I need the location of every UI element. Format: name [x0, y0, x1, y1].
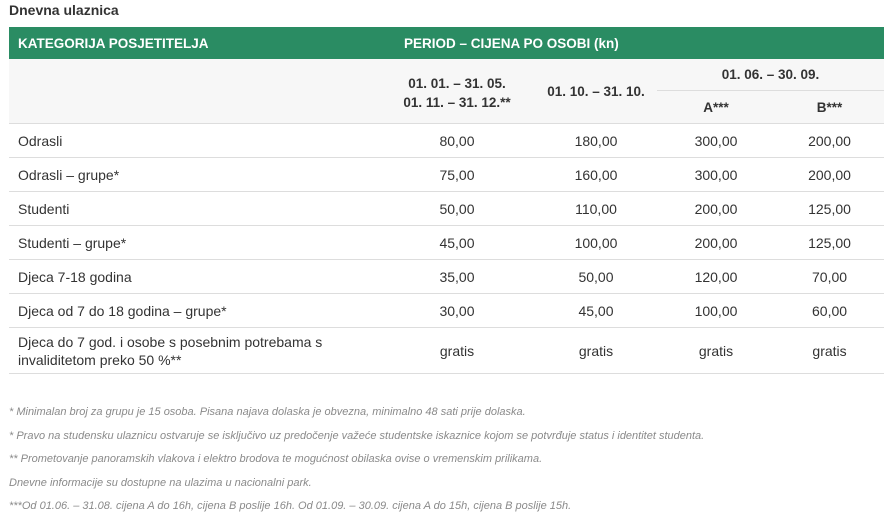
- row-price-1: 50,00: [379, 192, 535, 226]
- row-price-a: 200,00: [657, 192, 775, 226]
- row-price-b: 125,00: [775, 226, 884, 260]
- table-subheader-row: [9, 59, 884, 91]
- row-price-1: 80,00: [379, 124, 535, 158]
- price-table: [9, 27, 884, 374]
- row-price-2: 100,00: [535, 226, 657, 260]
- row-category: Djeca do 7 god. i osobe s posebnim potrebama s invaliditetom preko 50 %**: [9, 328, 379, 374]
- header-price-b: B***: [775, 91, 884, 124]
- row-price-2: 160,00: [535, 158, 657, 192]
- row-price-1: 30,00: [379, 294, 535, 328]
- header-period-2: 01. 10. – 31. 10.: [535, 59, 657, 124]
- row-price-2: 180,00: [535, 124, 657, 158]
- row-category: Studenti: [9, 192, 379, 226]
- row-price-a: 100,00: [657, 294, 775, 328]
- header-period-1: [379, 59, 535, 124]
- row-price-b: 125,00: [775, 192, 884, 226]
- row-price-1: gratis: [379, 328, 535, 374]
- row-category: Studenti – grupe*: [9, 226, 379, 260]
- page-title: Dnevna ulaznica: [9, 2, 119, 18]
- table-row: [9, 294, 884, 328]
- row-category: Djeca 7-18 godina: [9, 260, 379, 294]
- header-period-1-line2: 01. 11. – 31. 12.**: [403, 95, 511, 110]
- header-period-summer: 01. 06. – 30. 09.: [657, 59, 884, 91]
- row-price-2: 45,00: [535, 294, 657, 328]
- header-category: KATEGORIJA POSJETITELJA: [9, 27, 379, 59]
- row-price-2: gratis: [535, 328, 657, 374]
- row-price-b: 60,00: [775, 294, 884, 328]
- table-header-row: [9, 27, 884, 59]
- row-price-a: 300,00: [657, 124, 775, 158]
- table-row: [9, 124, 884, 158]
- footnote: * Pravo na studensku ulaznicu ostvaruje se isključivo uz predočenje važeće studentske iskaznice kojom se potvrđuje status i identitet studenta.: [9, 429, 705, 442]
- table-row: [9, 328, 884, 374]
- row-price-a: 300,00: [657, 158, 775, 192]
- header-period-1-line1: 01. 01. – 31. 05.: [408, 76, 506, 91]
- row-price-1: 75,00: [379, 158, 535, 192]
- header-blank: [9, 59, 379, 124]
- row-category: Odrasli – grupe*: [9, 158, 379, 192]
- row-price-2: 110,00: [535, 192, 657, 226]
- footnotes: [9, 406, 884, 524]
- footnote: Dnevne informacije su dostupne na ulazima u nacionalni park.: [9, 476, 312, 489]
- footnote: ** Prometovanje panoramskih vlakova i elektro brodova te mogućnost obilaska ovise o vremenskim prilikama.: [9, 453, 543, 465]
- row-category: Djeca od 7 do 18 godina – grupe*: [9, 294, 379, 328]
- table-row: [9, 226, 884, 260]
- table-row: [9, 158, 884, 192]
- row-price-a: gratis: [657, 328, 775, 374]
- row-category: Odrasli: [9, 124, 379, 158]
- header-period: PERIOD – CIJENA PO OSOBI (kn): [379, 27, 884, 59]
- table-row: [9, 260, 884, 294]
- row-price-2: 50,00: [535, 260, 657, 294]
- row-price-b: gratis: [775, 328, 884, 374]
- row-price-1: 45,00: [379, 226, 535, 260]
- table-row: [9, 192, 884, 226]
- row-price-a: 200,00: [657, 226, 775, 260]
- row-price-1: 35,00: [379, 260, 535, 294]
- footnote: ***Od 01.06. – 31.08. cijena A do 16h, cijena B poslije 16h. Od 01.09. – 30.09. cijena A do 15h, cijena B poslije 15h.: [9, 500, 572, 512]
- row-price-a: 120,00: [657, 260, 775, 294]
- row-price-b: 200,00: [775, 124, 884, 158]
- row-price-b: 70,00: [775, 260, 884, 294]
- footnote: * Minimalan broj za grupu je 15 osoba. Pisana najava dolaska je obvezna, minimalno 48 sati prije dolaska.: [9, 406, 526, 418]
- row-price-b: 200,00: [775, 158, 884, 192]
- header-price-a: A***: [657, 91, 775, 124]
